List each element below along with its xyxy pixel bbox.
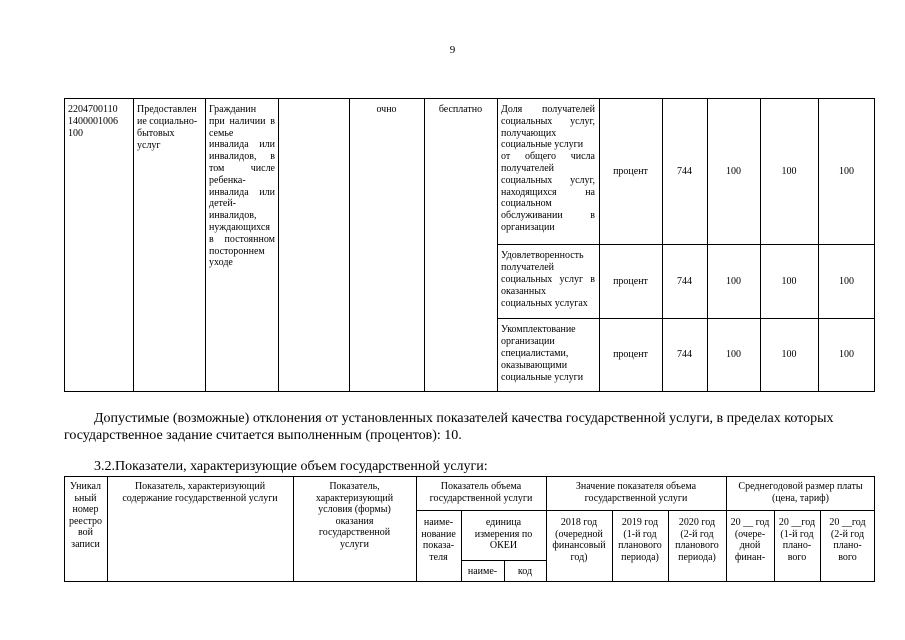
- section-title: 3.2.Показатели, характеризующие объем государственной услуги:: [94, 459, 488, 474]
- service-name: Предоставлен ие социально- бытовых услуг: [137, 104, 198, 151]
- header-price-year-2: 20 __год (1-й год плано- вого: [778, 517, 816, 563]
- table-row-indicator: Удовлетворенность получателей социальных услуг в оказанных социальных услугах: [501, 250, 595, 309]
- table-cell-value: 100: [726, 166, 741, 177]
- header-unit-code: код: [517, 566, 533, 577]
- table-cell-value: 100: [781, 166, 797, 177]
- header-year-2019: 2019 год (1-й год планового периода): [618, 517, 662, 563]
- header-average-price: Среднегодовой размер платы (цена, тариф): [738, 481, 863, 504]
- header-year-2018: 2018 год (очередной финансовый год): [552, 517, 606, 563]
- recipient-category: Гражданин при наличии в семье инвалида или инвалидов, в том числе ребенка- инвалида или детей- инвалидов, нуждающихся в постоянном постороннем уходе: [209, 104, 275, 269]
- table-cell-value: 100: [726, 276, 741, 287]
- deviation-paragraph-line2: государственное задание считается выполненным (процентов): 10.: [64, 428, 462, 443]
- table-cell-value: 100: [726, 349, 741, 360]
- service-payment: бесплатно: [438, 104, 483, 115]
- table-cell-value: 100: [839, 349, 854, 360]
- table-cell-code: 744: [677, 276, 692, 287]
- header-content-indicator: Показатель, характеризующий содержание государственной услуги: [122, 481, 278, 504]
- table-cell-value: 100: [839, 276, 854, 287]
- table-cell-code: 744: [677, 166, 692, 177]
- header-price-year-1: 20 __ год (очере- дной финан-: [730, 517, 770, 563]
- table-cell-value: 100: [839, 166, 854, 177]
- header-volume-indicator: Показатель объема государственной услуги: [429, 481, 533, 504]
- header-unit-name: наиме-: [467, 566, 498, 577]
- header-volume-values: Значение показателя объема государственной услуги: [575, 481, 697, 504]
- header-indicator-name: наиме- нование показа- теля: [421, 517, 456, 563]
- table-cell-value: 100: [781, 276, 797, 287]
- page-number: 9: [449, 44, 456, 56]
- header-price-year-3: 20 __год (2-й год плано- вого: [829, 517, 866, 563]
- table-cell-unit: процент: [613, 166, 648, 177]
- table-row-indicator: Доля получателей социальных услуг, получающих социальные услуги от общего числа получателей социальных услуг, находящихся на социальном обслуживании в организации: [501, 104, 595, 233]
- deviation-paragraph-line1: Допустимые (возможные) отклонения от установленных показателей качества государственной услуги, в пределах которых: [94, 411, 834, 426]
- registry-code: 2204700110 1400001006 100: [68, 104, 118, 139]
- header-conditions-indicator: Показатель, характеризующий условия (формы) оказания государственной услуги: [315, 481, 394, 550]
- table-cell-unit: процент: [613, 349, 648, 360]
- service-form: очно: [376, 104, 397, 115]
- header-unique-number: Уникал ьный номер реестро вой записи: [68, 481, 103, 550]
- table-cell-code: 744: [677, 349, 692, 360]
- header-year-2020: 2020 год (2-й год планового периода): [675, 517, 719, 563]
- header-okei-unit: единица измерения по ОКЕИ: [474, 517, 533, 551]
- table-cell-value: 100: [781, 349, 797, 360]
- table-cell-unit: процент: [613, 276, 648, 287]
- table-row-indicator: Укомплектование организации специалистами, оказывающими социальные услуги: [501, 324, 584, 383]
